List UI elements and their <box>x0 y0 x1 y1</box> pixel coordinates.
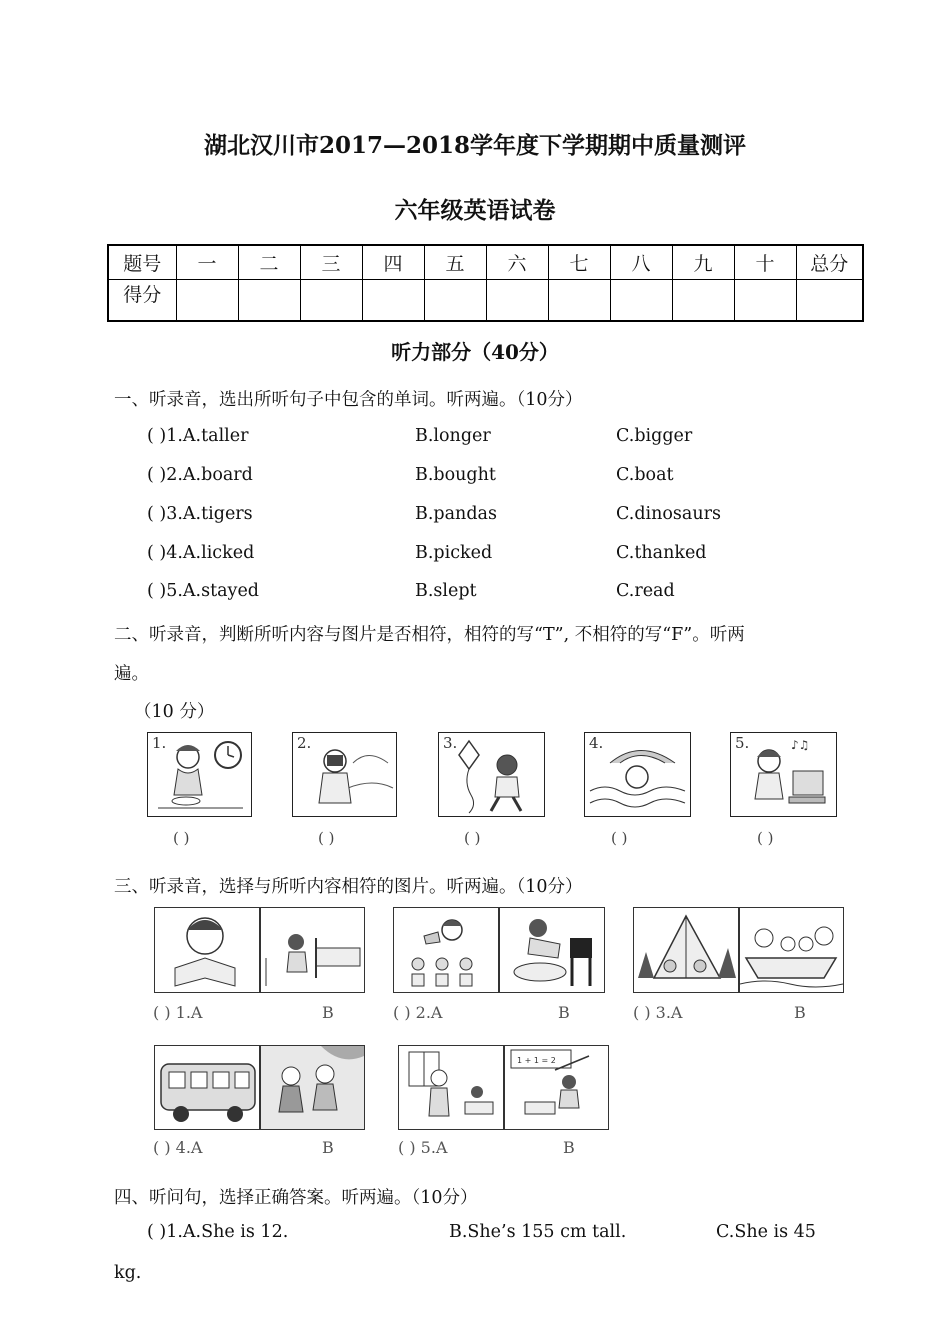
score-header-cell: 题号 <box>108 245 176 280</box>
part3-pair-1-b-label: B <box>322 1003 334 1022</box>
part4-q1-c: C.She is 45 <box>716 1222 816 1242</box>
part3-pair-5-label[interactable]: ( ) 5.A <box>398 1138 448 1157</box>
score-header-cell: 五 <box>424 245 486 280</box>
part3-pair-4-b-label: B <box>322 1138 334 1157</box>
score-header-cell: 四 <box>362 245 424 280</box>
score-table <box>107 244 864 322</box>
score-header-cell: 九 <box>672 245 734 280</box>
score-cell[interactable] <box>424 280 486 322</box>
answer-paren[interactable]: ( ) <box>173 829 190 847</box>
picture-number: 1. <box>152 734 167 752</box>
blackboard-text: 1 + 1 = 2 <box>517 1056 556 1065</box>
camping-tent-icon <box>634 908 738 992</box>
score-cell[interactable] <box>486 280 548 322</box>
part4-q1-c-cont: kg. <box>114 1263 142 1283</box>
part1-q3-c: C.dinosaurs <box>616 504 721 524</box>
picture-number: 4. <box>589 734 604 752</box>
part3-pair-4-label[interactable]: ( ) 4.A <box>153 1138 203 1157</box>
part1-q4-a: ( )4.A.licked <box>147 543 255 563</box>
answer-paren[interactable]: ( ) <box>757 829 774 847</box>
part1-q5-a: ( )5.A.stayed <box>147 581 260 601</box>
part3-pair-1-label[interactable]: ( ) 1.A <box>153 1003 203 1022</box>
score-cell[interactable] <box>796 280 863 322</box>
part1-q1-b: B.longer <box>415 426 491 446</box>
part2-picture-2 <box>292 732 397 817</box>
exam-subtitle: 六年级英语试卷 <box>394 197 556 224</box>
part2-instruction-cont: 遍。 <box>114 664 149 684</box>
part1-q4-b: B.picked <box>415 543 493 563</box>
score-header-cell: 八 <box>610 245 672 280</box>
score-cell[interactable] <box>548 280 610 322</box>
score-cell[interactable] <box>362 280 424 322</box>
family-boat-icon <box>740 908 843 992</box>
part4-q1-a: ( )1.A.She is 12. <box>147 1222 289 1242</box>
score-header-cell: 三 <box>300 245 362 280</box>
part3-pair-3-label[interactable]: ( ) 3.A <box>633 1003 683 1022</box>
kids-walking-icon <box>261 1046 364 1129</box>
part1-q3-a: ( )3.A.tigers <box>147 504 253 524</box>
picture-number: 2. <box>297 734 312 752</box>
score-row-label: 得分 <box>108 280 176 322</box>
score-header-cell: 一 <box>176 245 238 280</box>
part3-pair-2 <box>393 907 605 993</box>
part1-q5-b: B.slept <box>415 581 477 601</box>
part3-instruction: 三、听录音，选择与所听内容相符的图片。听两遍。（10分） <box>114 877 583 897</box>
exam-title: 湖北汉川市2017—2018学年度下学期期中质量测评 <box>203 132 747 159</box>
boy-bed-icon <box>261 908 364 992</box>
school-bus-icon <box>155 1046 259 1129</box>
score-cell[interactable] <box>300 280 362 322</box>
answer-paren[interactable]: ( ) <box>611 829 628 847</box>
score-header-cell: 六 <box>486 245 548 280</box>
part3-pair-3-b-label: B <box>794 1003 806 1022</box>
score-table-header-row <box>108 245 863 280</box>
part1-instruction: 一、听录音，选出所听句子中包含的单词。听两遍。（10分） <box>114 390 583 410</box>
part1-q1-a: ( )1.A.taller <box>147 426 249 446</box>
teacher-blackboard-icon <box>505 1046 608 1129</box>
score-cell[interactable] <box>610 280 672 322</box>
part1-q2-a: ( )2.A.board <box>147 465 253 485</box>
part3-pair-5-b-label: B <box>563 1138 575 1157</box>
classroom-girl-icon <box>399 1046 503 1129</box>
answer-paren[interactable]: ( ) <box>318 829 335 847</box>
score-header-cell: 十 <box>734 245 796 280</box>
part3-pair-5 <box>398 1045 609 1130</box>
answer-paren[interactable]: ( ) <box>464 829 481 847</box>
part2-picture-4 <box>584 732 691 817</box>
score-header-cell: 总分 <box>796 245 863 280</box>
girl-watering-flowers-icon <box>394 908 498 992</box>
part1-q5-c: C.read <box>616 581 675 601</box>
svg-text:♪♫: ♪♫ <box>791 738 810 752</box>
part2-picture-3 <box>438 732 545 817</box>
score-cell[interactable] <box>734 280 796 322</box>
part1-q4-c: C.thanked <box>616 543 707 563</box>
picture-number: 5. <box>735 734 750 752</box>
score-cell[interactable] <box>176 280 238 322</box>
score-table-score-row <box>108 280 863 322</box>
listening-heading: 听力部分（40分） <box>391 340 559 364</box>
girl-washing-clothes-icon <box>500 908 604 992</box>
boy-reading-icon <box>155 908 259 992</box>
part1-q2-c: C.boat <box>616 465 674 485</box>
score-header-cell: 二 <box>238 245 300 280</box>
part3-pair-2-label[interactable]: ( ) 2.A <box>393 1003 443 1022</box>
part2-points: （10 分） <box>134 702 215 722</box>
part3-pair-1 <box>154 907 365 993</box>
picture-number: 3. <box>443 734 458 752</box>
part1-q2-b: B.bought <box>415 465 496 485</box>
score-cell[interactable] <box>672 280 734 322</box>
part1-q1-c: C.bigger <box>616 426 693 446</box>
part2-picture-1 <box>147 732 252 817</box>
part3-pair-4 <box>154 1045 365 1130</box>
part2-picture-5 <box>730 732 837 817</box>
score-cell[interactable] <box>238 280 300 322</box>
score-header-cell: 七 <box>548 245 610 280</box>
part2-instruction: 二、听录音，判断所听内容与图片是否相符，相符的写“T”, 不相符的写“F”。听两 <box>114 625 745 645</box>
part4-instruction: 四、听问句，选择正确答案。听两遍。（10分） <box>114 1188 478 1208</box>
part1-q3-b: B.pandas <box>415 504 497 524</box>
part3-pair-2-b-label: B <box>558 1003 570 1022</box>
part3-pair-3 <box>633 907 844 993</box>
part4-q1-b: B.She’s 155 cm tall. <box>449 1222 627 1242</box>
